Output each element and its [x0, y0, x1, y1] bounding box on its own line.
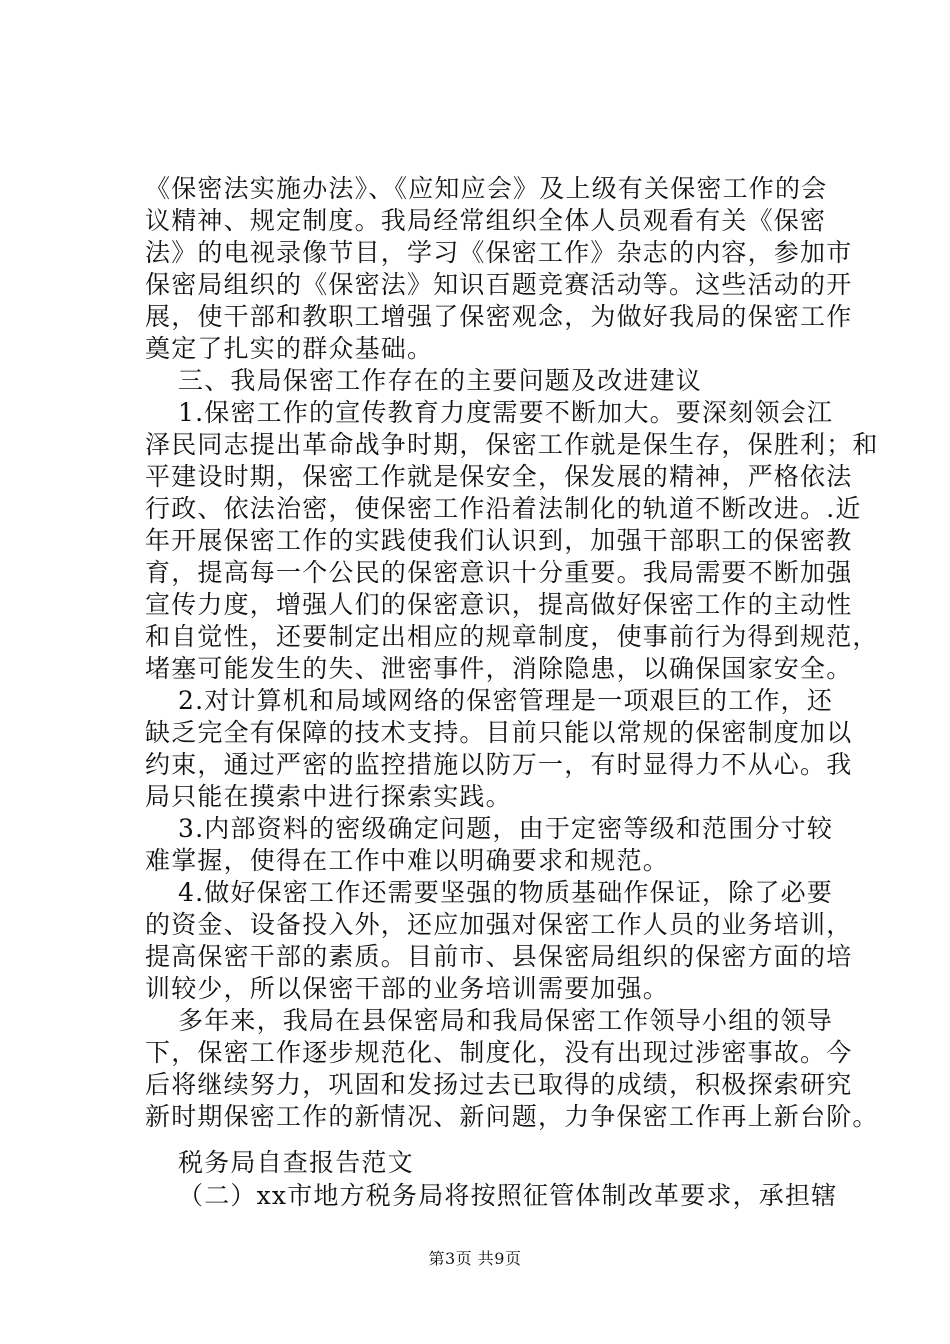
- text-line: 保密局组织的《保密法》知识百题竞赛活动等。这些活动的开: [145, 270, 853, 299]
- text-line: 堵塞可能发生的失、泄密事件，消除隐患，以确保国家安全。: [145, 654, 853, 683]
- text-line: 下，保密工作逐步规范化、制度化，没有出现过涉密事故。今: [145, 1038, 853, 1067]
- text-line: 宣传力度，增强人们的保密意识，提高做好保密工作的主动性: [145, 590, 853, 619]
- text-line: 局只能在摸索中进行探索实践。: [145, 782, 512, 811]
- page-number: 第3页 共9页: [428, 1249, 522, 1268]
- text-line: 4.做好保密工作还需要坚强的物质基础作保证，除了必要: [178, 878, 834, 907]
- text-line: 的资金、设备投入外，还应加强对保密工作人员的业务培训，: [145, 910, 853, 939]
- text-line: （二）xx市地方税务局将按照征管体制改革要求，承担辖: [178, 1181, 838, 1210]
- document-title: 税务局自查报告范文: [178, 1148, 414, 1177]
- text-line: 奠定了扎实的群众基础。: [145, 334, 434, 363]
- text-line: 1.保密工作的宣传教育力度需要不断加大。要深刻领会江: [178, 398, 834, 427]
- text-line: 行政、依法治密，使保密工作沿着法制化的轨道不断改进。.近: [145, 494, 862, 523]
- text-line: 法》的电视录像节目，学习《保密工作》杂志的内容，参加市: [145, 238, 853, 267]
- text-line: 缺乏完全有保障的技术支持。目前只能以常规的保密制度加以: [145, 718, 853, 747]
- text-line: 泽民同志提出革命战争时期，保密工作就是保生存，保胜利；和: [145, 430, 879, 459]
- text-line: 难掌握，使得在工作中难以明确要求和规范。: [145, 846, 670, 875]
- text-line: 后将继续努力，巩固和发扬过去已取得的成绩，积极探索研究: [145, 1070, 853, 1099]
- text-line: 年开展保密工作的实践使我们认识到，加强干部职工的保密教: [145, 526, 853, 555]
- text-line: 《保密法实施办法》、《应知应会》及上级有关保密工作的会: [145, 174, 828, 203]
- text-line: 育，提高每一个公民的保密意识十分重要。我局需要不断加强: [145, 558, 853, 587]
- text-line: 约束，通过严密的监控措施以防万一，有时显得力不从心。我: [145, 750, 853, 779]
- text-line: 2.对计算机和局域网络的保密管理是一项艰巨的工作，还: [178, 686, 834, 715]
- text-line: 议精神、规定制度。我局经常组织全体人员观看有关《保密: [145, 206, 827, 235]
- text-line: 多年来，我局在县保密局和我局保密工作领导小组的领导: [178, 1006, 834, 1035]
- text-line: 3.内部资料的密级确定问题，由于定密等级和范围分寸较: [178, 814, 834, 843]
- text-line: 训较少，所以保密干部的业务培训需要加强。: [145, 974, 670, 1003]
- text-line: 和自觉性，还要制定出相应的规章制度，使事前行为得到规范，: [145, 622, 879, 651]
- section-heading: 三、我局保密工作存在的主要问题及改进建议: [178, 366, 703, 395]
- text-line: 平建设时期，保密工作就是保安全，保发展的精神，严格依法: [145, 462, 853, 491]
- text-line: 展，使干部和教职工增强了保密观念，为做好我局的保密工作: [145, 302, 853, 331]
- text-line: 新时期保密工作的新情况、新问题，力争保密工作再上新台阶。: [145, 1102, 879, 1131]
- text-line: 提高保密干部的素质。目前市、县保密局组织的保密方面的培: [145, 942, 853, 971]
